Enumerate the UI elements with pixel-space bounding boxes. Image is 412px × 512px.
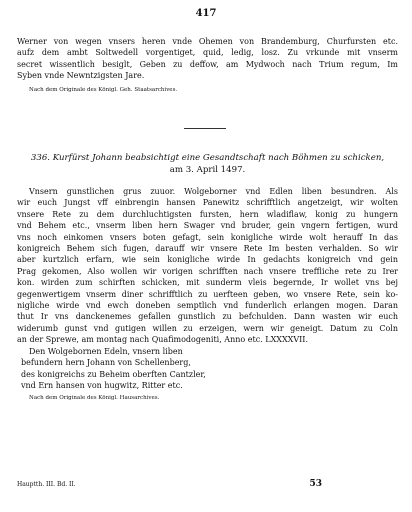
text-line: gegenwertigem vnserm diner schrifftlich zu uerfteen geben, wo vnsere Rete, sein ko- (17, 289, 398, 299)
text-line: Syben vnde Newntzigsten Jare. (17, 71, 145, 81)
address-line: Den Wolgebornen Edeln, vnsern liben (29, 346, 183, 356)
text-line: kon. wirden zum schirften schicken, mit sunderm vleis begernde, Ir wollet vns bej (17, 278, 398, 288)
previous-document-ending (17, 36, 398, 94)
text-line: Vnsern gunstlichen grus zuuor. Wolgeborner vnd Edlen liben besundren. Als (29, 187, 398, 196)
text-line: aufz dem ambt Soltwedell vorgentiget, quid, ledig, losz. Zu vrkunde mit vnserm (17, 48, 398, 58)
text-line: secret wissentlich besiglt, Geben zu deffow, am Mydwoch nach Trium regum, Im (17, 59, 398, 69)
text-line: nigliche wirde vnd ewch doneben semptlich vnd funderlich erlangen mogen. Daran (17, 301, 398, 311)
text-line: vnsere Rete zu dem durchluchtigsten fursten, hern wladiflaw, konig zu hungern (17, 209, 398, 219)
text-line: vnd Behem etc., vnserm liben hern Swager vnd bruder, gein vngern fertigen, wurd (17, 221, 398, 231)
document-date: am 3. April 1497. (169, 165, 246, 175)
text-line: vns noch einkomen vnsers boten gefagt, sein konigliche wirde wolt herauff In das (17, 232, 398, 242)
document-heading (17, 152, 398, 176)
text-line: widerumb gunst vnd gutigen willen zu erzeigen, wern wir geneigt. Datum zu Coln (17, 323, 398, 333)
page-number: 417 (195, 8, 217, 19)
text-line: Werner von wegen vnsers heren vnde Ohemen von Brandemburg, Churfursten etc. (17, 37, 398, 46)
text-line: konigreich Behem sich fugen, darauff wir vnsere Rete Im besten verhalden. So wir (17, 244, 398, 254)
text-line: wir euch Jungst vff einbrengin hansen Panewitz schrifftlich angetzeigt, wir wolten (17, 198, 398, 208)
page-footer (17, 481, 398, 488)
section-divider (184, 128, 226, 129)
text-line: Prag gekomen, Also wollen wir vorigen schrifften nach vnsere treffliche rete zu Irer (17, 266, 398, 276)
text-line: thut Ir vns danckenemes gefallen gunstlich zu befchulden. Dann wasten wir euch (17, 312, 398, 322)
source-note: Nach dem Originale des Königl. Geh. Staatsarchives. (29, 86, 178, 93)
address-line: vnd Ern hansen von hugwitz, Ritter etc. (21, 380, 183, 390)
document-title: 336. Kurfürst Johann beabsichtigt eine Gesandtschaft nach Böhmen zu schicken, (30, 153, 385, 163)
address-line: des konigreichs zu Beheim oberften Cantzler, (21, 369, 206, 379)
source-note: Nach dem Originale des Königl. Hausarchives. (29, 395, 160, 402)
text-line: aber kurtzlich erfarn, wie sein konigliche wirde In gedachts konigreich vnd gein (17, 255, 398, 265)
document-body (17, 186, 398, 402)
address-line: befundern hern Johann von Schellenberg, (21, 358, 191, 368)
text-line: an der Sprewe, am montag nach Quafimodogeniti, Anno etc. LXXXXVII. (17, 335, 308, 345)
signature-number: 53 (309, 479, 322, 489)
address-block (17, 346, 398, 392)
signature-mark: Hauptth. III. Bd. II. (17, 481, 76, 488)
